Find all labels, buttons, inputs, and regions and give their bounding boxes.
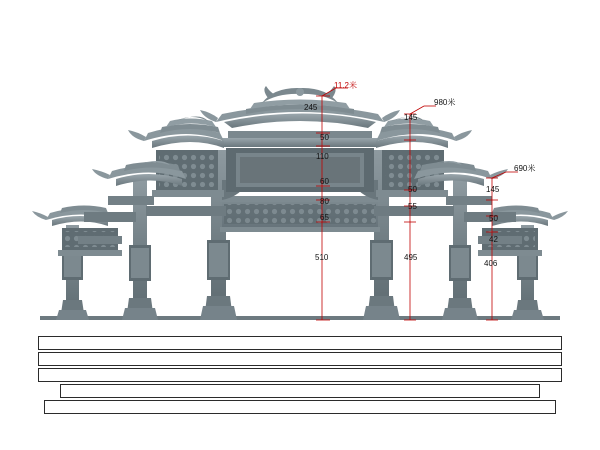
archway-structure — [32, 86, 568, 320]
overall-height-outer: 690米 — [514, 164, 536, 173]
dim-center-245: 245 — [304, 103, 318, 112]
roof-inner-right — [376, 117, 472, 149]
overall-height-inner: 980米 — [434, 98, 456, 107]
dim-center-65: 65 — [320, 213, 329, 222]
panel-inner-left — [152, 150, 224, 197]
center-bay-lower-beam — [220, 196, 380, 232]
dim-chain-1 — [38, 336, 562, 350]
dim-right-inner-145: 145 — [404, 113, 418, 122]
dim-chain-2 — [38, 352, 562, 366]
dim-right-outer-145: 145 — [486, 185, 500, 194]
dim-right-outer-42: 42 — [489, 235, 498, 244]
dim-chain-3 — [38, 368, 562, 382]
dim-center-60: 60 — [320, 177, 329, 186]
dim-center-50: 50 — [320, 133, 329, 142]
dim-right-inner-50: 50 — [408, 185, 417, 194]
dim-right-inner-495: 495 — [404, 253, 418, 262]
center-main-roof — [200, 86, 400, 128]
dim-right-inner-55: 55 — [408, 202, 417, 211]
dim-center-510: 510 — [315, 253, 329, 262]
overall-height-center: 11.2米 — [334, 81, 357, 90]
dim-center-80: 80 — [320, 197, 329, 206]
dim-center-110: 110 — [316, 152, 329, 161]
dim-right-outer-406: 406 — [484, 259, 498, 268]
roof-inner-left — [128, 117, 224, 149]
center-plaque — [226, 148, 374, 192]
dim-chain-4 — [60, 384, 540, 398]
dim-right-outer-50: 50 — [489, 214, 498, 223]
dim-chain-5 — [44, 400, 556, 414]
